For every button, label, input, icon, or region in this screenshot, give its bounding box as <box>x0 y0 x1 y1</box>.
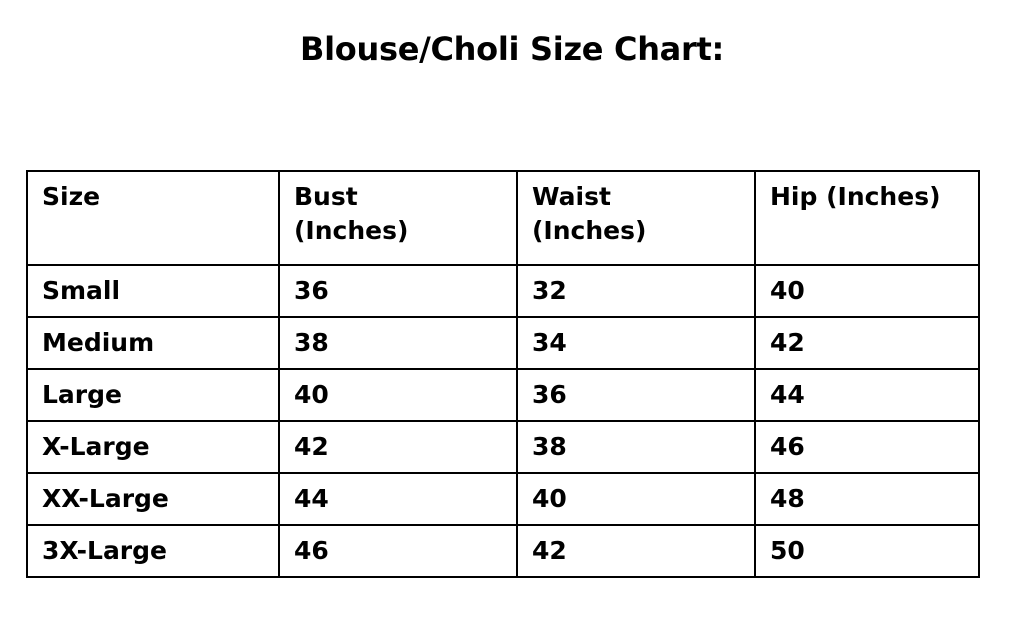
cell-size: Large <box>27 369 279 421</box>
cell-hip: 42 <box>755 317 979 369</box>
cell-bust: 44 <box>279 473 517 525</box>
table-row <box>27 421 979 473</box>
cell-waist: 36 <box>517 369 755 421</box>
column-header-bust <box>279 171 517 265</box>
column-header-hip-line1: Hip (Inches) <box>770 182 941 211</box>
table-row <box>27 525 979 577</box>
column-header-waist-line1: Waist <box>532 182 611 211</box>
table-header-row <box>27 171 979 265</box>
column-header-hip <box>755 171 979 265</box>
table-row <box>27 265 979 317</box>
cell-hip: 46 <box>755 421 979 473</box>
cell-waist: 42 <box>517 525 755 577</box>
column-header-waist <box>517 171 755 265</box>
size-chart-table-container <box>26 170 978 578</box>
table-row <box>27 473 979 525</box>
cell-waist: 34 <box>517 317 755 369</box>
cell-bust: 42 <box>279 421 517 473</box>
cell-size: Small <box>27 265 279 317</box>
column-header-bust-line2: (Inches) <box>294 215 409 245</box>
cell-waist: 38 <box>517 421 755 473</box>
cell-hip: 50 <box>755 525 979 577</box>
column-header-waist-line2: (Inches) <box>532 215 647 245</box>
table-body <box>27 265 979 577</box>
cell-hip: 48 <box>755 473 979 525</box>
cell-bust: 36 <box>279 265 517 317</box>
cell-bust: 46 <box>279 525 517 577</box>
cell-bust: 40 <box>279 369 517 421</box>
table-header <box>27 171 979 265</box>
column-header-size-line1: Size <box>42 182 101 211</box>
cell-size: XX-Large <box>27 473 279 525</box>
column-header-size <box>27 171 279 265</box>
cell-size: Medium <box>27 317 279 369</box>
cell-size: 3X-Large <box>27 525 279 577</box>
cell-size: X-Large <box>27 421 279 473</box>
table-row <box>27 317 979 369</box>
table-row <box>27 369 979 421</box>
size-chart-table <box>26 170 980 578</box>
cell-waist: 40 <box>517 473 755 525</box>
page-title: Blouse/Choli Size Chart: <box>300 30 724 68</box>
cell-hip: 44 <box>755 369 979 421</box>
cell-waist: 32 <box>517 265 755 317</box>
cell-bust: 38 <box>279 317 517 369</box>
column-header-bust-line1: Bust <box>294 182 358 211</box>
cell-hip: 40 <box>755 265 979 317</box>
